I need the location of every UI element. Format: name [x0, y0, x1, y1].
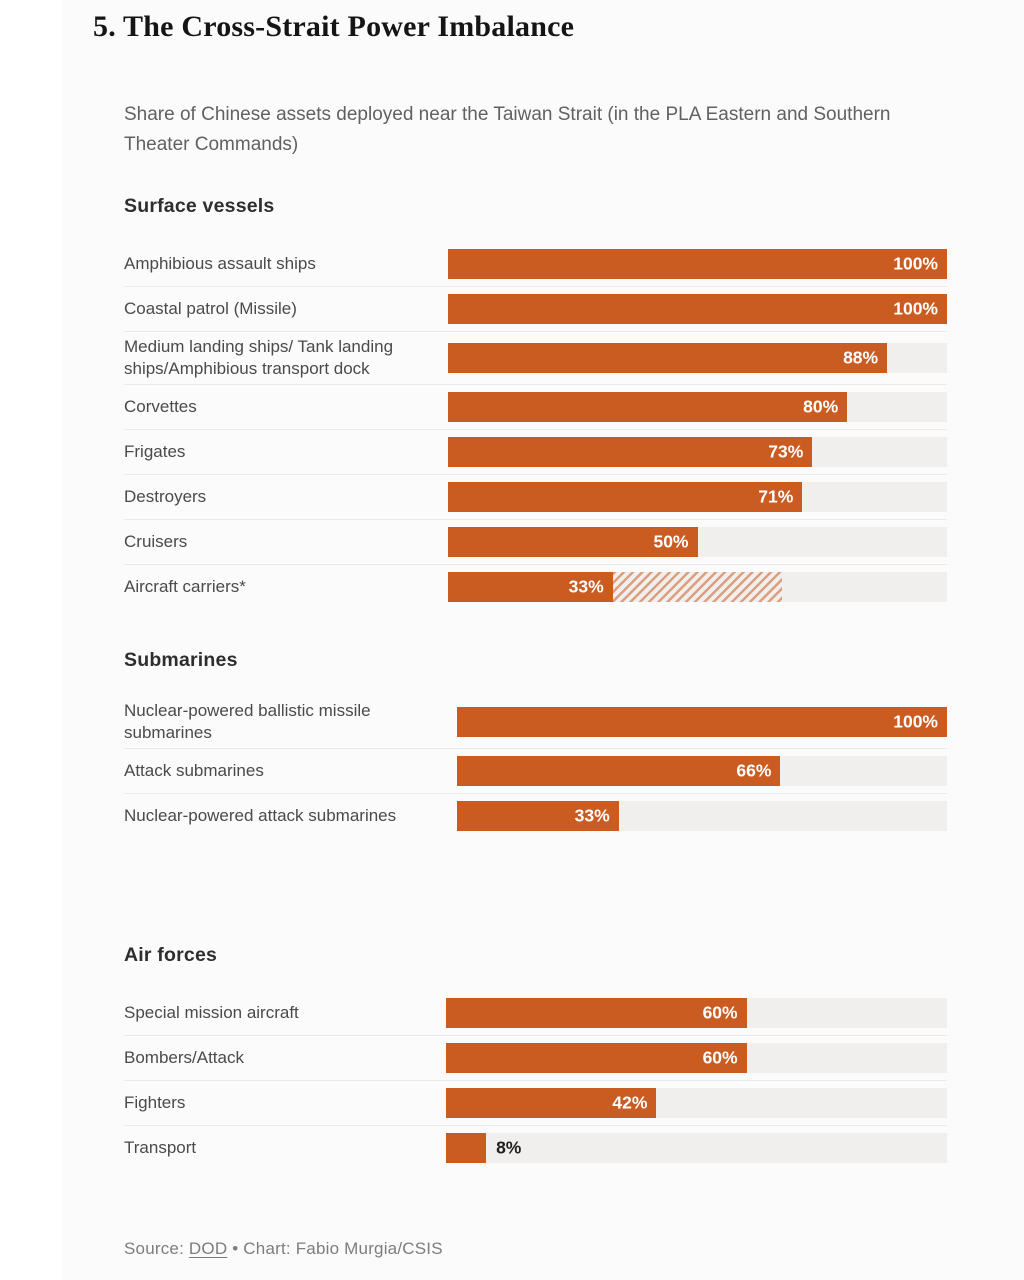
bar-fill — [457, 756, 780, 786]
row-label: Bombers/Attack — [124, 1048, 244, 1067]
row-label: Nuclear-powered ballistic missile submarines — [124, 701, 371, 742]
chart-row — [124, 475, 947, 520]
row-label: Attack submarines — [124, 761, 264, 780]
chart-row — [124, 1126, 947, 1169]
chart-row — [124, 242, 947, 287]
bar-track — [446, 1088, 947, 1118]
bar-value-label: 80% — [803, 396, 839, 417]
bar-hatch-uncertainty — [613, 572, 783, 602]
chart-section — [124, 943, 947, 1169]
bar-fill — [448, 527, 698, 557]
row-label: Special mission aircraft — [124, 1003, 299, 1022]
bar-value-label: 42% — [612, 1092, 648, 1113]
row-label: Amphibious assault ships — [124, 254, 316, 273]
chart-row — [124, 696, 947, 749]
bar-fill — [448, 437, 812, 467]
row-label: Fighters — [124, 1093, 186, 1112]
bar-track — [448, 572, 947, 602]
article-panel — [62, 0, 1024, 1280]
bar-value-label: 100% — [893, 711, 938, 732]
chart-subtitle: Share of Chinese assets deployed near the Taiwan Strait (in the PLA Eastern and Southern Theater Commands) — [124, 104, 891, 155]
row-label: Aircraft carriers* — [124, 577, 246, 596]
bar-value-label: 50% — [653, 531, 689, 552]
source-chart-credit: • Chart: Fabio Murgia/CSIS — [227, 1239, 443, 1258]
bar-value-label: 66% — [736, 760, 772, 781]
bar-value-label: 60% — [702, 1047, 738, 1068]
bar-track — [446, 1043, 947, 1073]
chart-row — [124, 385, 947, 430]
bar-fill — [448, 572, 613, 602]
bar-track — [448, 527, 947, 557]
chart-sections — [124, 194, 947, 1169]
bar-fill — [457, 801, 619, 831]
chart-row — [124, 520, 947, 565]
bar-track — [448, 343, 947, 373]
chart-section — [124, 648, 947, 837]
bar-fill — [446, 998, 747, 1028]
bar-track — [446, 998, 947, 1028]
chart-row — [124, 991, 947, 1036]
bar-track — [448, 392, 947, 422]
row-label: Destroyers — [124, 487, 207, 506]
bar-track — [457, 801, 947, 831]
bar-fill — [448, 482, 802, 512]
row-label: Frigates — [124, 442, 186, 461]
bar-track — [448, 437, 947, 467]
bar-track — [457, 707, 947, 737]
bar-fill — [448, 392, 847, 422]
bar-value-label: 71% — [758, 486, 794, 507]
chart-row — [124, 430, 947, 475]
page-title: 5. The Cross-Strait Power Imbalance — [93, 10, 575, 43]
chart-row — [124, 287, 947, 332]
chart-row — [124, 1081, 947, 1126]
row-label: Cruisers — [124, 532, 188, 551]
section-header: Surface vessels — [124, 195, 275, 217]
row-label: Transport — [124, 1138, 197, 1157]
bar-value-label: 33% — [574, 805, 610, 826]
bar-value-label: 73% — [768, 441, 804, 462]
row-label: Coastal patrol (Missile) — [124, 299, 297, 318]
bar-value-label: 60% — [702, 1002, 738, 1023]
source-link-dod[interactable]: DOD — [188, 1239, 228, 1258]
chart-row — [124, 332, 947, 385]
bar-fill — [448, 343, 887, 373]
section-header: Submarines — [124, 649, 238, 671]
chart-figure — [124, 100, 947, 1259]
bar-value-label: 100% — [893, 298, 938, 319]
bar-track — [448, 249, 947, 279]
bar-fill — [446, 1088, 656, 1118]
bar-value-label: 33% — [568, 576, 604, 597]
chart-row — [124, 749, 947, 794]
bar-fill — [448, 249, 947, 279]
bar-fill — [448, 294, 947, 324]
bar-track — [446, 1133, 947, 1163]
section-header: Air forces — [124, 944, 218, 966]
source-prefix: Source: — [124, 1239, 189, 1258]
bar-value-label: 100% — [893, 253, 938, 274]
chart-row — [124, 1036, 947, 1081]
bar-fill — [457, 707, 947, 737]
bar-track — [457, 756, 947, 786]
bar-track — [448, 482, 947, 512]
chart-source-line — [124, 1239, 947, 1259]
row-label: Corvettes — [124, 397, 197, 416]
chart-row — [124, 565, 947, 608]
bar-fill — [446, 1133, 486, 1163]
chart-row — [124, 794, 947, 837]
bar-track — [448, 294, 947, 324]
bar-value-label: 8% — [496, 1137, 522, 1158]
row-label: Medium landing ships/ Tank landing ships/Amphibious transport dock — [124, 337, 394, 378]
bar-value-label: 88% — [843, 347, 879, 368]
bar-fill — [446, 1043, 747, 1073]
chart-section — [124, 194, 947, 608]
row-label: Nuclear-powered attack submarines — [124, 806, 397, 825]
